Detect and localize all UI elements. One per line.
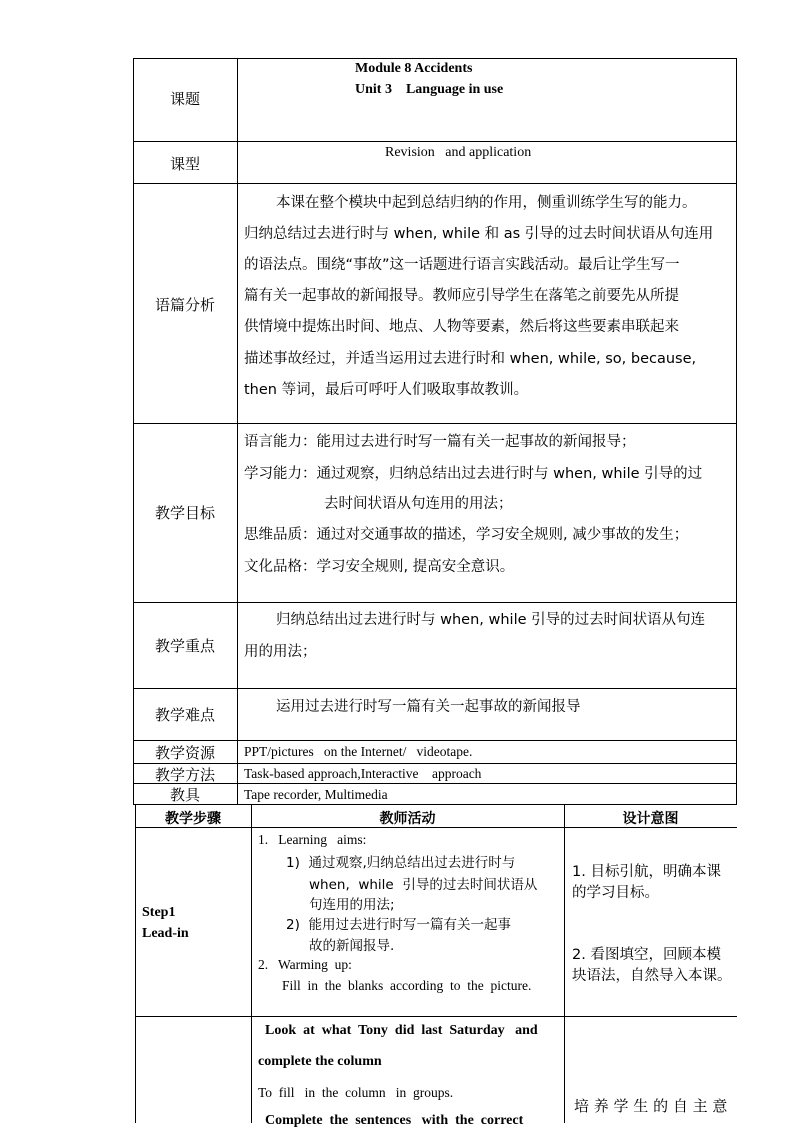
label-key-points: 教学重点	[154, 637, 215, 655]
step1-activity-line: Fill in the blanks according to the picture.	[282, 978, 532, 993]
label-aids: 教具	[169, 786, 200, 804]
label-topic: 课题	[169, 90, 200, 108]
column-divider	[564, 804, 565, 1123]
analysis-line: 的语法点。围绕“事故”这一话题进行语言实践活动。最后让学生写一	[244, 257, 680, 273]
header-steps: 教学步骤	[165, 811, 221, 827]
resources-value: PPT/pictures on the Internet/ videotape.	[244, 744, 473, 759]
step2-intent-line: 培 养 学 生 的 自 主 意	[574, 1097, 728, 1115]
row-divider	[133, 423, 737, 424]
row-divider	[133, 183, 737, 184]
step2-activity-line: Look at what Tony did last Saturday and	[265, 1023, 538, 1038]
key-point-line: 用的用法；	[244, 644, 317, 660]
step1-subname: Lead-in	[142, 926, 189, 941]
objective-line: 语言能力：能用过去进行时写一篇有关一起事故的新闻报导；	[244, 434, 636, 450]
step1-activity-line: 故的新闻报导.	[309, 938, 395, 954]
step1-name: Step1	[142, 905, 176, 920]
step1-activity-line: 1. Learning aims:	[258, 832, 367, 847]
objective-line: 思维品质：通过对交通事故的描述，学习安全规则, 减少事故的发生；	[244, 527, 689, 543]
row-divider	[133, 688, 737, 689]
step1-intent-line: 块语法，自然导入本课。	[572, 968, 732, 984]
row-divider	[135, 1016, 737, 1017]
analysis-line: 篇有关一起事故的新闻报导。教师应引导学生在落笔之前要先从所提	[244, 288, 679, 304]
unit-title: Unit 3 Language in use	[355, 82, 504, 97]
label-resources: 教学资源	[154, 744, 215, 762]
table-border-right	[736, 58, 737, 804]
analysis-line: 供情境中提炼出时间、地点、人物等要素，然后将这些要素串联起来	[244, 319, 679, 335]
step2-activity-line: To fill in the column in groups.	[258, 1085, 454, 1100]
step1-intent-line: 的学习目标。	[572, 885, 659, 901]
step1-activity-line: 句连用的用法;	[309, 897, 395, 913]
step1-activity-line: 2. Warming up:	[258, 957, 352, 972]
difficult-points-value: 运用过去进行时写一篇有关一起事故的新闻报导	[276, 699, 581, 715]
step2-activity-line: Complete the sentences with the correct	[265, 1113, 524, 1128]
row-divider	[133, 141, 737, 142]
label-methods: 教学方法	[154, 766, 215, 784]
step1-intent-line: 2. 看图填空，回顾本模	[572, 947, 721, 963]
analysis-line: 本课在整个模块中起到总结归纳的作用，侧重训练学生写的能力。	[276, 195, 697, 211]
objective-line: 去时间状语从句连用的用法；	[324, 496, 513, 512]
analysis-line: 描述事故经过，并适当运用过去进行时和 when, while, so, because,	[244, 351, 697, 367]
step1-activity-line: when, while 引导的过去时间状语从	[309, 877, 538, 893]
analysis-line: then 等词，最后可呼吁人们吸取事故教训。	[244, 382, 529, 398]
objective-line: 文化品格：学习安全规则, 提高安全意识。	[244, 559, 515, 575]
analysis-line: 归纳总结过去进行时与 when, while 和 as 引导的过去时间状语从句连用	[244, 226, 714, 242]
column-divider	[237, 58, 238, 804]
table-border-top	[133, 58, 737, 59]
header-teacher-activity: 教师活动	[379, 811, 436, 827]
module-title: Module 8 Accidents	[355, 61, 473, 76]
label-difficult-points: 教学难点	[154, 706, 215, 724]
table-border-left	[135, 804, 136, 1123]
step1-activity-line: 2) 能用过去进行时写一篇有关一起事	[286, 917, 511, 933]
row-divider	[133, 740, 737, 741]
row-divider	[133, 602, 737, 603]
lesson-type-value: Revision and application	[385, 145, 532, 160]
label-text-analysis: 语篇分析	[154, 296, 215, 314]
methods-value: Task-based approach,Interactive approach	[244, 766, 482, 781]
column-divider	[251, 804, 252, 1123]
header-design-intent: 设计意图	[622, 811, 679, 827]
key-point-line: 归纳总结出过去进行时与 when, while 引导的过去时间状语从句连	[276, 612, 706, 628]
label-objectives: 教学目标	[154, 504, 215, 522]
step1-activity-line: 1) 通过观察,归纳总结出过去进行时与	[286, 855, 516, 871]
aids-value: Tape recorder, Multimedia	[244, 787, 388, 802]
objective-line: 学习能力：通过观察，归纳总结出过去进行时与 when, while 引导的过	[244, 466, 703, 482]
label-lesson-type: 课型	[169, 155, 200, 173]
step1-intent-line: 1. 目标引航，明确本课	[572, 864, 721, 880]
step2-activity-line: complete the column	[258, 1054, 382, 1069]
